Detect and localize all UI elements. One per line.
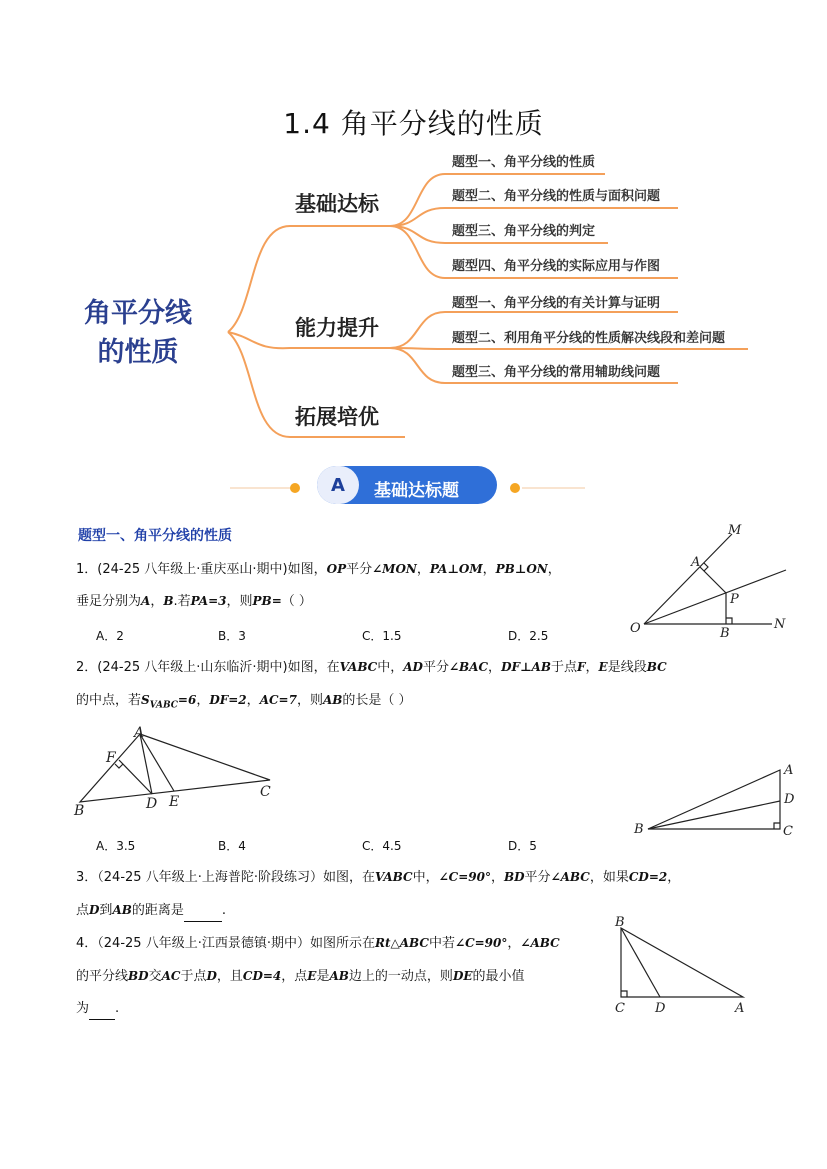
- q1-math: B: [163, 594, 174, 608]
- q2-text: 平分: [422, 660, 449, 675]
- question-3-line1: [76, 867, 756, 888]
- q4-text: 如图所示: [309, 936, 362, 951]
- leaf-1-2: 题型二、角平分线的性质与面积问题: [452, 189, 661, 204]
- q4-text: ，: [507, 936, 521, 951]
- q3-text: 中，: [412, 870, 439, 885]
- question-2-line2: [76, 690, 756, 716]
- banner-dot-left: [290, 483, 300, 493]
- q2-text: ，则: [296, 693, 323, 708]
- q4-math: D: [206, 969, 217, 983]
- q1-math: A: [141, 594, 151, 608]
- q4-math: AB: [329, 969, 349, 983]
- q3-label-a: A: [784, 763, 794, 778]
- q4-figure: [605, 912, 765, 1022]
- q3-triangle-abc: [648, 770, 780, 829]
- q1-text: （ ）: [281, 594, 312, 609]
- q1-text: 平分: [346, 562, 373, 577]
- q2-option-a: A．3.5: [96, 839, 136, 853]
- q3-text: ，: [667, 870, 681, 885]
- question-2-line1: [76, 657, 756, 678]
- branch-label-tuozhan: 拓展培优: [295, 405, 379, 429]
- q4-text: 若: [442, 936, 456, 951]
- q1-math: PA=3: [190, 594, 227, 608]
- q2-text: ，: [488, 660, 502, 675]
- branch-label-jichu: 基础达标: [295, 192, 379, 216]
- q3-math: VABC: [374, 870, 413, 884]
- banner-letter: A: [331, 475, 345, 496]
- q2-source: (24-25 八年级上·山东临沂·期中): [97, 660, 288, 675]
- q4-answer-blank: [89, 999, 115, 1020]
- q2-option-c: C．4.5: [362, 839, 402, 853]
- q2-math: ∠BAC: [448, 660, 489, 674]
- q3-math: ∠C=90°: [438, 870, 491, 884]
- leaf-2-1: 题型一、角平分线的有关计算与证明: [452, 296, 661, 311]
- q3-right-angle-c: [774, 823, 780, 829]
- q4-triangle-abc: [621, 928, 743, 997]
- q3-math: D: [89, 903, 100, 917]
- q2-label-e: E: [169, 794, 180, 810]
- question-1-line1: [76, 559, 626, 580]
- q4-math: Rt△ABC: [375, 936, 429, 950]
- q1-label-a: A: [691, 555, 701, 570]
- q3-text: 到: [99, 903, 113, 918]
- q1-option-c: C．1.5: [362, 629, 402, 643]
- q4-label-b: B: [615, 915, 625, 930]
- q1-label-o: O: [630, 621, 641, 636]
- page-title: 1.4 角平分线的性质: [283, 107, 544, 140]
- q4-math: CD=4: [242, 969, 282, 983]
- q4-math: ∠C=90°: [455, 936, 508, 950]
- q4-math: AC: [161, 969, 181, 983]
- q1-text: .若: [173, 594, 191, 609]
- q2-figure: [66, 722, 286, 822]
- q1-source: (24-25 八年级上·重庆巫山·期中): [97, 562, 288, 577]
- q1-label-p: P: [730, 592, 739, 607]
- q2-triangle-abc: [80, 734, 270, 802]
- q4-text: 的平分线: [76, 969, 129, 984]
- q2-text: 于点: [550, 660, 577, 675]
- question-1-line2: [76, 591, 626, 612]
- q2-text: 的长是（ ）: [342, 693, 412, 708]
- q4-text: 边上的一动点，则: [348, 969, 453, 984]
- q3-answer-blank: [184, 901, 222, 922]
- q1-ray-om: [644, 534, 732, 624]
- q4-label-d: D: [655, 1001, 666, 1016]
- q3-math: CD=2: [628, 870, 668, 884]
- leaf-1-4: 题型四、角平分线的实际应用与作图: [452, 259, 661, 274]
- q2-math: E: [598, 660, 608, 674]
- q3-text: ，: [490, 870, 504, 885]
- q4-text: 于点: [180, 969, 207, 984]
- q2-text: ，: [196, 693, 210, 708]
- q4-math: DE: [452, 969, 473, 983]
- q2-math: DF⊥AB: [501, 660, 551, 674]
- q1-text: ，: [416, 562, 430, 577]
- q3-seg-bd: [648, 801, 780, 829]
- q4-label-c: C: [615, 1001, 625, 1016]
- leaf-2-2: 题型二、利用角平分线的性质解决线段和差问题: [452, 331, 726, 346]
- question-4-line2: [76, 966, 616, 987]
- q1-figure: [620, 518, 800, 648]
- q2-label-c: C: [260, 784, 271, 800]
- q2-label-b: B: [74, 803, 85, 819]
- q1-math: PA⊥OM: [429, 562, 483, 576]
- q1-text: ，: [150, 594, 164, 609]
- q4-number: 4．: [76, 936, 98, 951]
- q2-number: 2．: [76, 660, 98, 675]
- question-4-line1: [76, 933, 616, 954]
- leaf-line-2-2: [390, 348, 748, 349]
- banner-dot-right: [510, 483, 520, 493]
- q2-text: 中，: [377, 660, 404, 675]
- q2-option-d: D．5: [508, 839, 537, 853]
- q2-text: ，: [585, 660, 599, 675]
- q3-source: （24-25 八年级上·上海普陀·阶段练习）: [97, 870, 323, 885]
- q2-right-angle-f: [115, 764, 123, 768]
- q3-number: 3．: [76, 870, 98, 885]
- q3-math: BD: [503, 870, 525, 884]
- q1-math: OP: [326, 562, 347, 576]
- q4-math: ∠ABC: [520, 936, 560, 950]
- q3-label-c: C: [783, 824, 793, 839]
- q4-text: 的最小值: [472, 969, 525, 984]
- q4-label-a: A: [735, 1001, 745, 1016]
- q3-math: AB: [112, 903, 132, 917]
- q3-text: ，如果: [589, 870, 629, 885]
- q2-math-sub: VABC: [149, 700, 178, 711]
- q4-math: BD: [128, 969, 149, 983]
- q1-text: ，: [547, 562, 561, 577]
- q2-text: ，: [246, 693, 260, 708]
- q3-label-d: D: [784, 792, 795, 807]
- q1-text: ，则: [226, 594, 253, 609]
- q4-text: ，点: [281, 969, 308, 984]
- q2-label-d: D: [146, 796, 158, 812]
- q4-source: （24-25 八年级上·江西景德镇·期中）: [97, 936, 310, 951]
- q2-math: F: [576, 660, 586, 674]
- q4-right-angle-c: [621, 991, 627, 997]
- q4-text: 是: [316, 969, 330, 984]
- leaf-1-1: 题型一、角平分线的性质: [452, 155, 596, 170]
- q3-text: 的距离是: [131, 903, 184, 918]
- q4-math: E: [307, 969, 317, 983]
- q4-text: 在: [361, 936, 375, 951]
- q2-math: AC=7: [259, 693, 297, 707]
- q2-label-f: F: [106, 750, 116, 766]
- q2-math: DF=2: [209, 693, 247, 707]
- q2-math: AD: [403, 660, 423, 674]
- banner-label: 基础达标题: [374, 481, 459, 501]
- q1-math: PB=: [252, 594, 282, 608]
- q2-math: S: [141, 693, 150, 707]
- q1-text: 如图，: [287, 562, 327, 577]
- q4-text: 中: [428, 936, 442, 951]
- q3-text: .: [221, 903, 227, 918]
- q3-label-b: B: [634, 822, 644, 837]
- mind-map-center-line2: 的性质: [97, 337, 179, 368]
- leaf-1-3: 题型三、角平分线的判定: [452, 224, 596, 239]
- q1-text: 垂足分别为: [76, 594, 142, 609]
- mind-map-center-line1: 角平分线: [84, 298, 192, 329]
- q1-option-b: B．3: [218, 629, 246, 643]
- q2-text: 如图，在: [287, 660, 340, 675]
- q1-math: ∠MON: [372, 562, 417, 576]
- q3-figure: [630, 760, 800, 840]
- q1-ray-op: [644, 570, 786, 624]
- q2-seg-df: [119, 760, 152, 794]
- q2-text: 的中点，若: [76, 693, 142, 708]
- q1-label-n: N: [774, 617, 786, 632]
- q1-label-b: B: [720, 626, 730, 641]
- q1-right-angle-a: [704, 563, 708, 571]
- q2-math: =6: [177, 693, 197, 707]
- q2-math: AB: [322, 693, 343, 707]
- mind-map-center: [78, 294, 198, 372]
- q2-math: VABC: [339, 660, 378, 674]
- leaf-2-3: 题型三、角平分线的常用辅助线问题: [452, 365, 661, 380]
- q1-text: ，: [482, 562, 496, 577]
- q3-text: 如图，在: [322, 870, 375, 885]
- q1-math: PB⊥ON: [495, 562, 548, 576]
- q2-text: 是线段: [607, 660, 647, 675]
- q1-number: 1．: [76, 562, 98, 577]
- q4-text: 为: [76, 1001, 90, 1016]
- q1-option-d: D．2.5: [508, 629, 549, 643]
- q1-right-angle-b: [726, 618, 732, 624]
- branch-label-nengli: 能力提升: [295, 316, 379, 340]
- q2-option-b: B．4: [218, 839, 246, 853]
- q1-option-a: A．2: [96, 629, 124, 643]
- q2-math: BC: [646, 660, 667, 674]
- q4-text: .: [115, 1001, 120, 1016]
- q3-text: 点: [76, 903, 90, 918]
- q4-text: 交: [148, 969, 162, 984]
- q4-text: ，且: [216, 969, 243, 984]
- q3-math: ∠ABC: [550, 870, 590, 884]
- question-4-line3: [76, 999, 616, 1020]
- q1-label-m: M: [728, 523, 742, 538]
- section-heading: 题型一、角平分线的性质: [78, 528, 232, 544]
- q3-text: 平分: [524, 870, 551, 885]
- q2-label-a: A: [134, 725, 145, 741]
